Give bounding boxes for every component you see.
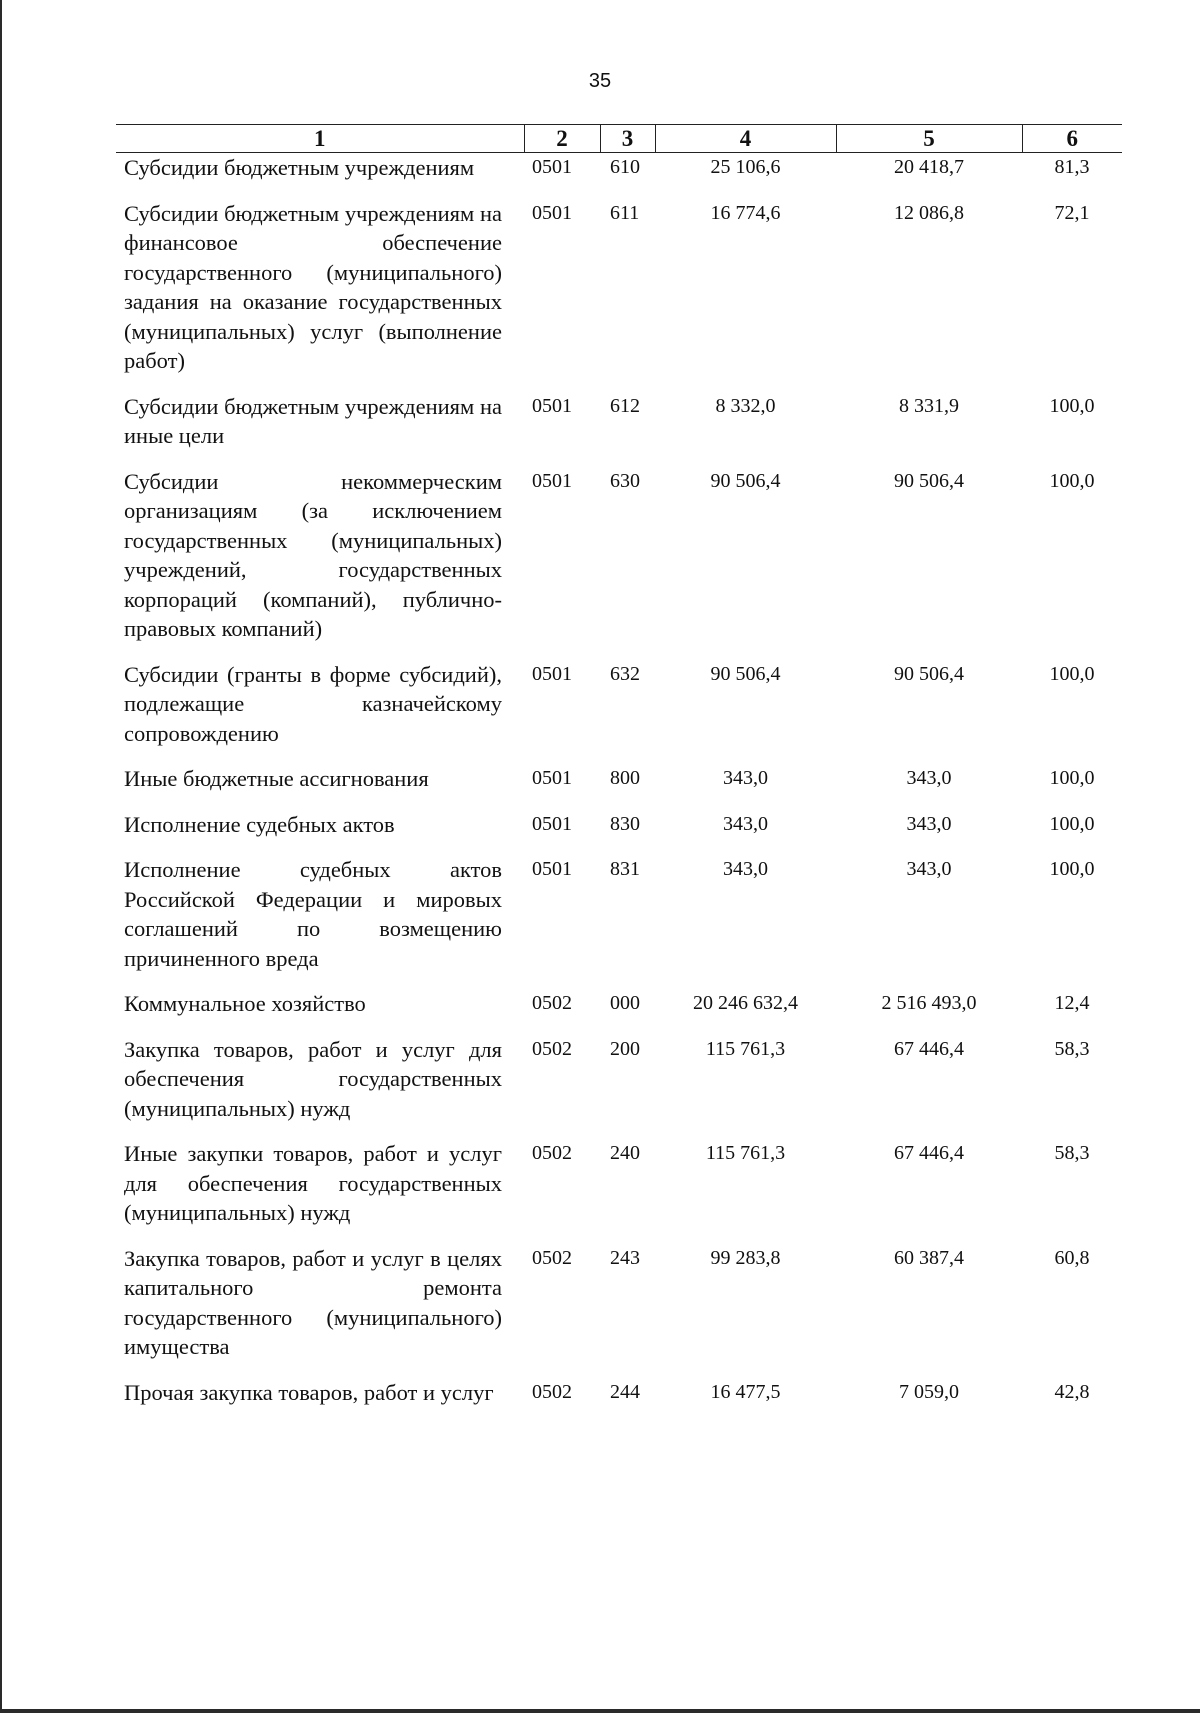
header-col-5: 5: [836, 125, 1022, 153]
row-actual-amount: 343,0: [906, 812, 952, 835]
scan-edge-bottom: [0, 1709, 1200, 1713]
row-planned-amount: 16 774,6: [710, 201, 781, 224]
header-col-2: 2: [524, 125, 600, 153]
row-name: Коммунальное хозяйство: [124, 991, 366, 1016]
table-row: [116, 1378, 1122, 1408]
table-row: [116, 467, 1122, 644]
row-spacer-cell: [116, 451, 1122, 467]
row-spacer: [116, 644, 1122, 660]
row-actual-amount: 60 387,4: [894, 1246, 964, 1269]
row-actual-amount: 67 446,4: [894, 1037, 964, 1060]
row-planned-amount: 8 332,0: [715, 394, 776, 417]
row-planned-amount: 343,0: [723, 767, 768, 789]
row-section-code: 0501: [532, 469, 572, 492]
row-expense-type-code: 800: [610, 767, 640, 789]
table-row: [116, 660, 1122, 749]
row-spacer: [116, 1019, 1122, 1035]
row-expense-type-code: 612: [610, 394, 640, 417]
row-spacer-cell: [116, 839, 1122, 855]
row-planned-amount: 115 761,3: [705, 1037, 786, 1060]
row-section-code: 0502: [532, 1380, 572, 1403]
row-planned-amount: 343,0: [723, 858, 768, 880]
row-spacer-cell: [116, 973, 1122, 989]
row-percent: 100,0: [1049, 858, 1095, 880]
row-name: Прочая закупка товаров, работ и услуг: [124, 1379, 494, 1405]
table-header: [116, 125, 1122, 153]
row-percent: 100,0: [1049, 662, 1095, 685]
row-name: Субсидии (гранты в форме субсидий), подлежащие казначейскому сопровождению: [124, 661, 502, 746]
row-spacer-cell: [116, 794, 1122, 810]
row-name: Субсидии некоммерческим организациям (за исключением государственных (муниципальных) учреждений, государственных корпораций (компаний), публично-правовых компаний): [124, 468, 502, 641]
row-expense-type-code: 240: [610, 1142, 640, 1164]
row-name: Иные закупки товаров, работ и услуг для обеспечения государственных (муниципальных) нужд: [124, 1141, 502, 1225]
row-name: Исполнение судебных актов Российской Федерации и мировых соглашений по возмещению причиненного вреда: [124, 857, 502, 971]
row-name: Субсидии бюджетным учреждениям на финансовое обеспечение государственного (муниципального) задания на оказание государственных (муниципальных) услуг (выполнение работ): [124, 200, 502, 373]
row-expense-type-code: 244: [610, 1380, 640, 1403]
row-spacer-cell: [116, 1362, 1122, 1378]
row-spacer-cell: [116, 1019, 1122, 1035]
table-row: [116, 199, 1122, 376]
row-planned-amount: 343,0: [723, 812, 768, 835]
row-planned-amount: 115 761,3: [705, 1142, 786, 1164]
row-actual-amount: 20 418,7: [894, 156, 964, 178]
table-row: [116, 810, 1122, 840]
row-expense-type-code: 000: [610, 992, 640, 1014]
row-section-code: 0501: [532, 767, 572, 789]
row-section-code: 0502: [532, 1142, 572, 1164]
row-section-code: 0502: [532, 1037, 572, 1060]
header-col-1: 1: [116, 125, 524, 153]
row-spacer-cell: [116, 183, 1122, 199]
row-percent: 81,3: [1054, 156, 1090, 178]
row-spacer: [116, 973, 1122, 989]
row-name: Субсидии бюджетным учреждениям на иные цели: [124, 393, 502, 448]
row-spacer-cell: [116, 1123, 1122, 1139]
row-expense-type-code: 200: [610, 1037, 640, 1060]
row-spacer: [116, 839, 1122, 855]
row-percent: 100,0: [1049, 469, 1095, 492]
row-name: Иные бюджетные ассигнования: [124, 766, 429, 791]
row-spacer: [116, 451, 1122, 467]
row-section-code: 0501: [532, 156, 572, 178]
row-name: Исполнение судебных актов: [124, 811, 395, 837]
row-actual-amount: 90 506,4: [894, 469, 964, 492]
row-percent: 12,4: [1054, 992, 1090, 1014]
row-planned-amount: 25 106,6: [710, 156, 781, 178]
row-expense-type-code: 610: [610, 156, 640, 178]
row-percent: 60,8: [1054, 1246, 1090, 1269]
row-spacer: [116, 794, 1122, 810]
row-expense-type-code: 630: [610, 469, 640, 492]
row-actual-amount: 12 086,8: [894, 201, 964, 224]
row-name: Закупка товаров, работ и услуг для обеспечения государственных (муниципальных) нужд: [124, 1036, 502, 1121]
row-spacer-cell: [116, 644, 1122, 660]
row-name: Субсидии бюджетным учреждениям: [124, 155, 475, 180]
header-row: [116, 125, 1122, 153]
page-number: 35: [588, 70, 612, 92]
row-section-code: 0501: [532, 201, 572, 224]
row-planned-amount: 99 283,8: [710, 1246, 781, 1269]
row-section-code: 0502: [532, 1246, 572, 1269]
row-actual-amount: 90 506,4: [894, 662, 964, 685]
row-spacer: [116, 1362, 1122, 1378]
header-col-3: 3: [600, 125, 655, 153]
table-row: [116, 764, 1122, 794]
row-planned-amount: 90 506,4: [710, 469, 781, 492]
row-planned-amount: 20 246 632,4: [693, 992, 798, 1014]
row-expense-type-code: 632: [610, 662, 640, 685]
budget-table-container: [116, 124, 1122, 1407]
table-row: [116, 1244, 1122, 1362]
row-expense-type-code: 831: [610, 858, 640, 880]
row-section-code: 0501: [532, 858, 572, 880]
header-col-4: 4: [655, 125, 836, 153]
row-spacer-cell: [116, 376, 1122, 392]
row-name: Закупка товаров, работ и услуг в целях капитального ремонта государственного (муниципального) имущества: [124, 1245, 502, 1359]
row-expense-type-code: 830: [610, 812, 640, 835]
row-spacer-cell: [116, 1228, 1122, 1244]
row-percent: 58,3: [1054, 1142, 1090, 1164]
table-row: [116, 1035, 1122, 1124]
row-expense-type-code: 611: [610, 201, 640, 224]
row-section-code: 0501: [532, 662, 572, 685]
header-col-6: 6: [1022, 125, 1122, 153]
row-spacer: [116, 1123, 1122, 1139]
row-actual-amount: 343,0: [906, 858, 952, 880]
table-row: [116, 1139, 1122, 1228]
table-body: [116, 153, 1122, 1408]
row-percent: 72,1: [1054, 201, 1090, 224]
row-section-code: 0502: [532, 992, 572, 1014]
scan-edge-left: [0, 0, 2, 1713]
row-spacer: [116, 1228, 1122, 1244]
row-planned-amount: 90 506,4: [710, 662, 781, 685]
row-actual-amount: 2 516 493,0: [881, 992, 977, 1014]
row-actual-amount: 7 059,0: [899, 1380, 959, 1403]
table-row: [116, 989, 1122, 1019]
row-section-code: 0501: [532, 394, 572, 417]
row-planned-amount: 16 477,5: [710, 1380, 781, 1403]
row-spacer: [116, 748, 1122, 764]
budget-table: [116, 124, 1122, 1407]
row-percent: 42,8: [1054, 1380, 1090, 1403]
row-spacer-cell: [116, 748, 1122, 764]
row-percent: 100,0: [1049, 394, 1095, 417]
row-spacer: [116, 376, 1122, 392]
row-actual-amount: 343,0: [906, 767, 952, 789]
row-actual-amount: 67 446,4: [894, 1142, 964, 1164]
row-expense-type-code: 243: [610, 1246, 640, 1269]
row-actual-amount: 8 331,9: [899, 394, 959, 417]
row-section-code: 0501: [532, 812, 572, 835]
row-percent: 58,3: [1054, 1037, 1090, 1060]
row-percent: 100,0: [1049, 812, 1095, 835]
table-row: [116, 392, 1122, 451]
row-percent: 100,0: [1049, 767, 1095, 789]
table-row: [116, 153, 1122, 183]
row-spacer: [116, 183, 1122, 199]
table-row: [116, 855, 1122, 973]
